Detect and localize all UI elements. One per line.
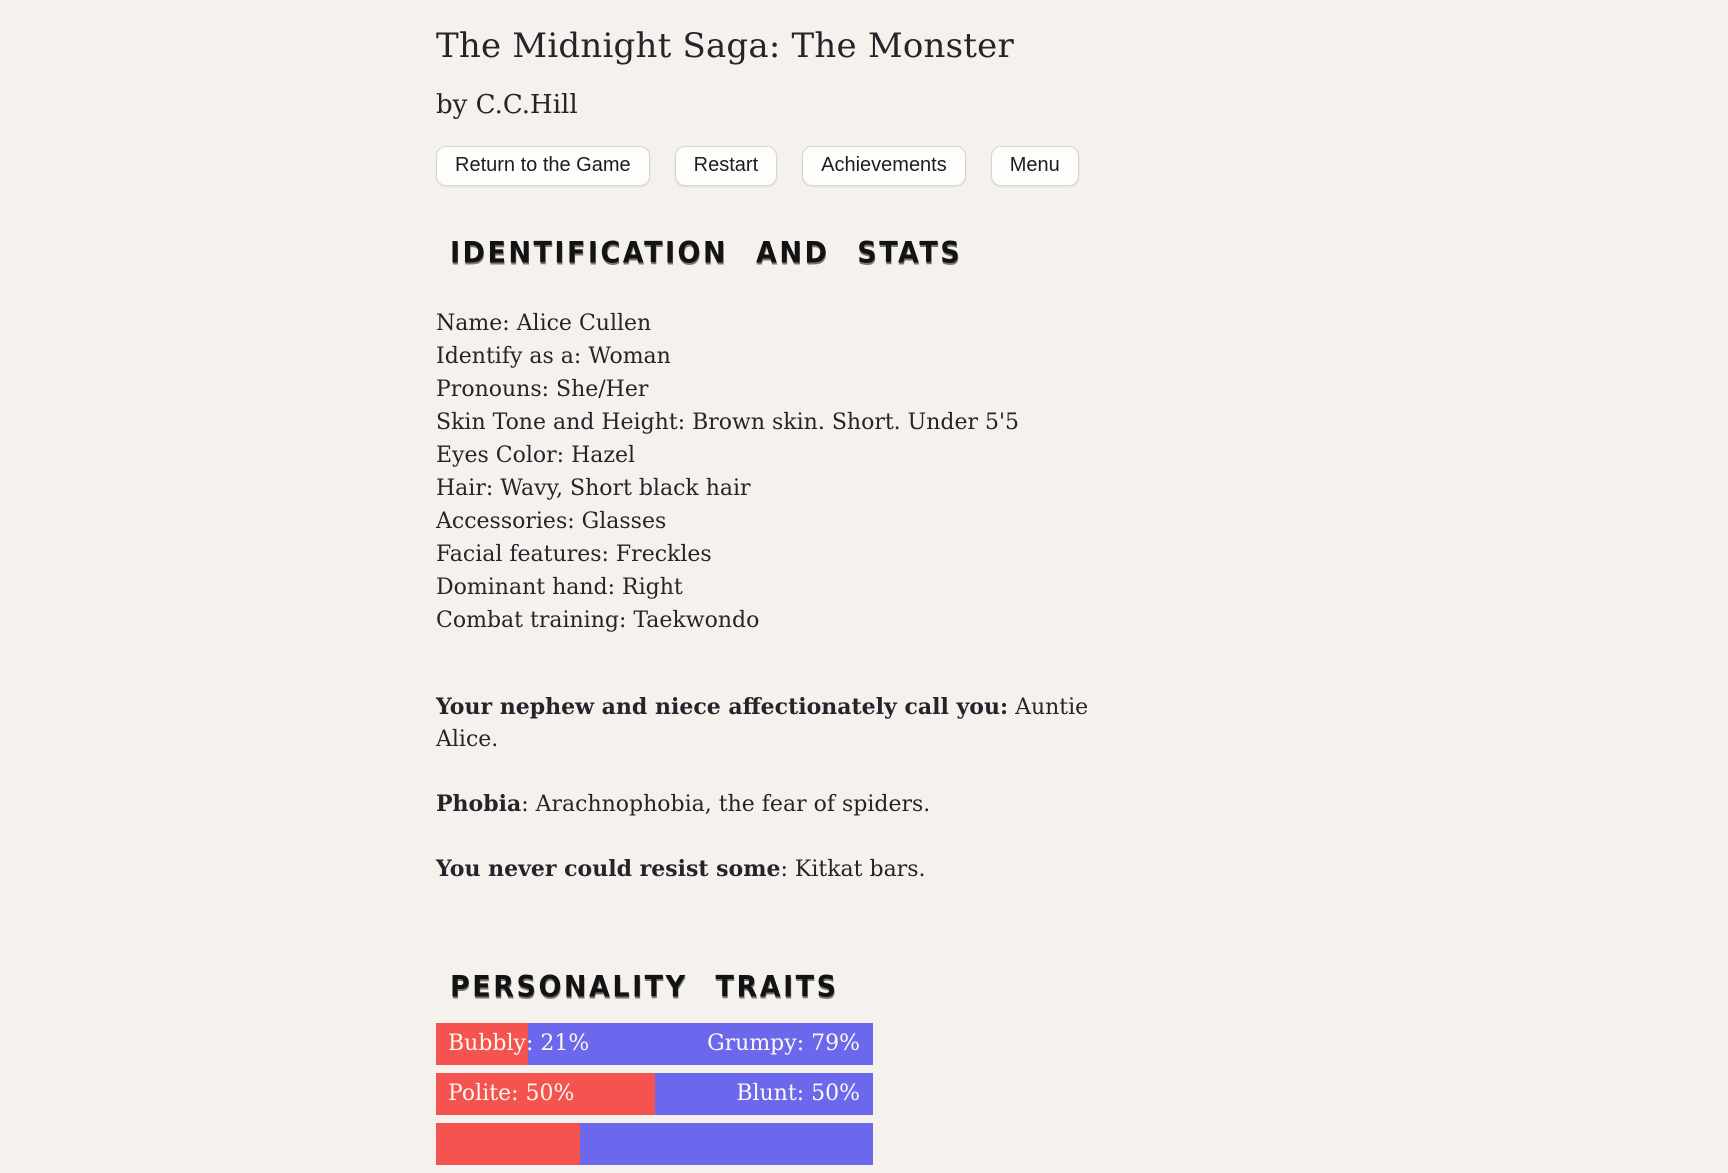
stat-line-accessories: Accessories: Glasses [436, 509, 667, 534]
callout-phobia [436, 788, 1136, 821]
callout-phobia-label: Phobia [436, 791, 522, 817]
content-column [436, 0, 1136, 1173]
trait-bar-polite-blunt [436, 1073, 873, 1115]
identification-heading: IDENTIFICATION AND STATS [450, 236, 963, 271]
return-to-game-button[interactable]: Return to the Game [436, 146, 650, 186]
callout-nickname [436, 691, 1136, 756]
toolbar [436, 146, 1136, 186]
bubbly-label: Bubbly: 21% [448, 1031, 590, 1056]
stat-line-identity: Identify as a: Woman [436, 344, 671, 369]
callout-treat-value: : Kitkat bars. [780, 857, 926, 882]
menu-button[interactable]: Menu [991, 146, 1079, 186]
callout-nickname-value: Auntie Alice. [436, 695, 1089, 752]
personality-heading: PERSONALITY TRAITS [450, 970, 839, 1005]
stats-list [436, 307, 1136, 637]
callout-nickname-label: Your nephew and niece affectionately call you: [436, 694, 1009, 720]
achievements-button[interactable]: Achievements [802, 146, 966, 186]
author-byline: by C.C.Hill [436, 90, 578, 120]
partial-right-fill [580, 1123, 873, 1165]
blunt-label: Blunt: 50% [736, 1081, 860, 1106]
restart-button[interactable]: Restart [675, 146, 777, 186]
trait-bar-bubbly-grumpy [436, 1023, 873, 1065]
grumpy-label: Grumpy: 79% [707, 1031, 860, 1056]
callout-treat [436, 853, 1136, 886]
page-title: The Midnight Saga: The Monster [436, 26, 1014, 66]
callout-phobia-value: : Arachnophobia, the fear of spiders. [521, 792, 931, 817]
trait-bar-partial [436, 1123, 873, 1165]
stat-line-eyes: Eyes Color: Hazel [436, 443, 636, 468]
stat-line-name: Name: Alice Cullen [436, 311, 652, 336]
stat-line-dominant-hand: Dominant hand: Right [436, 575, 683, 600]
personality-bars [436, 1023, 873, 1165]
polite-label: Polite: 50% [448, 1081, 575, 1106]
stat-line-hair: Hair: Wavy, Short black hair [436, 476, 751, 501]
stat-line-skin-height: Skin Tone and Height: Brown skin. Short. Under 5'5 [436, 410, 1020, 435]
stat-line-pronouns: Pronouns: She/Her [436, 377, 649, 402]
stat-line-combat-training: Combat training: Taekwondo [436, 608, 760, 633]
callout-treat-label: You never could resist some [436, 856, 781, 882]
stat-line-facial-features: Facial features: Freckles [436, 542, 712, 567]
partial-left-fill [436, 1123, 580, 1165]
